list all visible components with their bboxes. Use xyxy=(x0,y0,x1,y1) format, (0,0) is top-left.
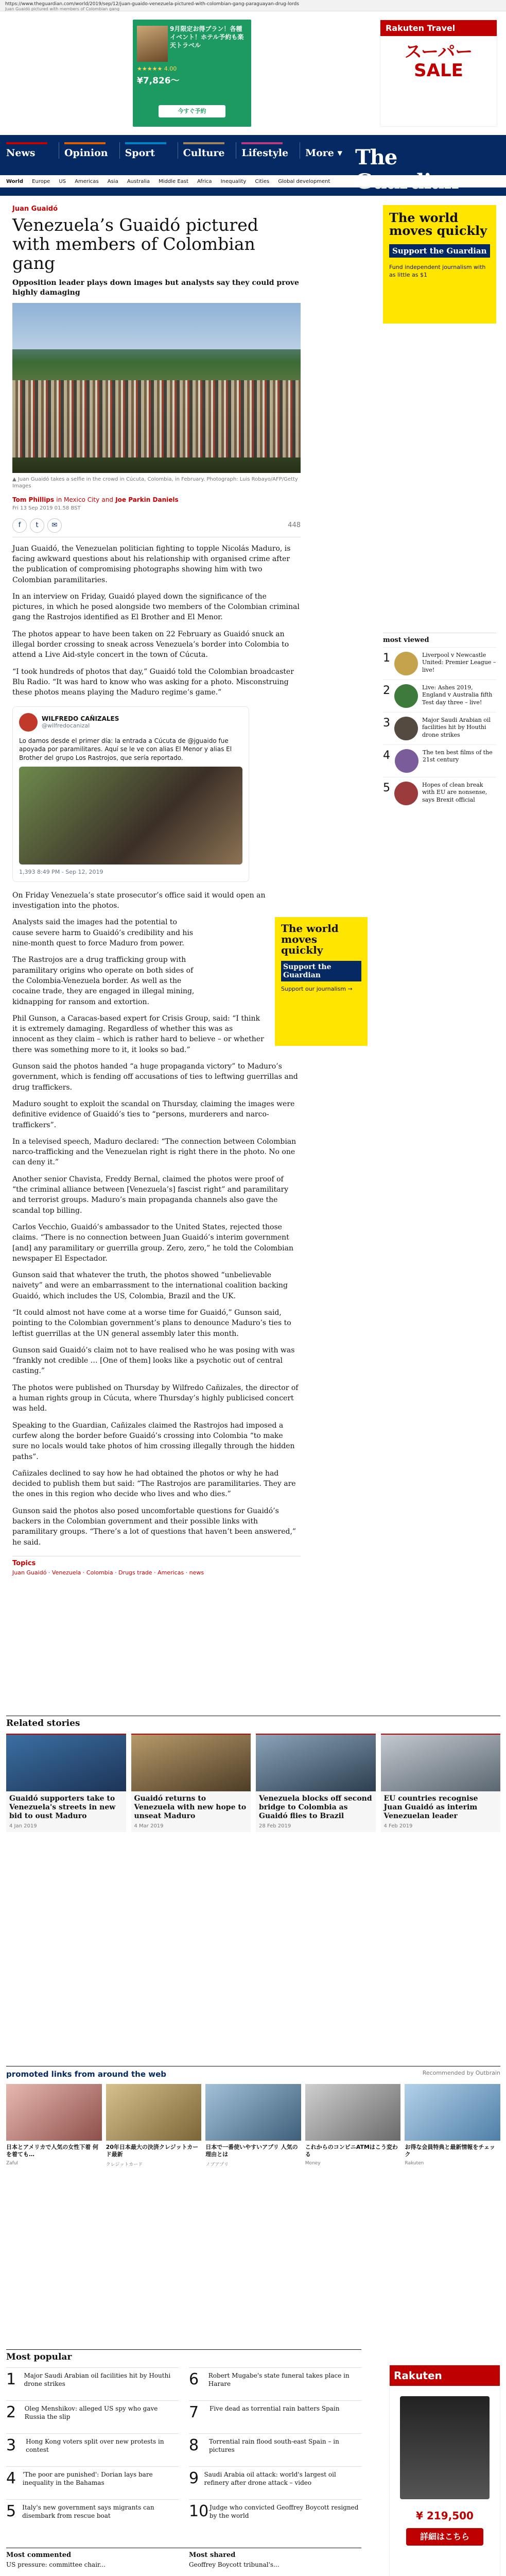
ad-stars: ★★★★★ 4.00 xyxy=(137,65,177,72)
ad-sale-text: スーパーSALE xyxy=(404,42,473,81)
url-address[interactable]: https://www.theguardian.com/world/2019/sep/12/juan-guaido-venezuela-pictured-with-colombian-gang-paraguayan-drug-lords xyxy=(5,2,299,7)
related-card[interactable]: Venezuela blocks off second bridge to Colombia as Guaidó flies to Brazil 28 Feb 2019 xyxy=(256,1734,376,1832)
related-title: Related stories xyxy=(6,1716,500,1728)
ad-product-image xyxy=(400,2396,490,2499)
most-commented[interactable]: Most commented US pressure: committee chair... xyxy=(6,2551,106,2568)
related-card[interactable]: EU countries recognise Juan Guaidó as interim Venezuelan leader 4 Feb 2019 xyxy=(381,1734,501,1832)
paragraph: Gunson said that whatever the truth, the photos showed “unbelievable naivety” and were an embarrassment to the international coalition backing Guaidó, which includes the US, Colombia, Brazil and the UK. xyxy=(12,1271,288,1300)
most-viewed-item[interactable]: 2 Live: Ashes 2019, England v Australia fifth Test day three – live! xyxy=(383,680,496,712)
paragraph: Juan Guaidó, the Venezuelan politician fighting to topple Nicolás Maduro, is facing awkward questions about his relationship with organised crime after the publication of compromising photographs showing him with two Colombian paramilitaries. xyxy=(12,544,291,584)
ad-price: ¥7,826〜 xyxy=(137,75,180,86)
tweet-handle: @wilfredocanizal xyxy=(42,722,90,729)
paragraph: “I took hundreds of photos that day,” Guaidó told the Colombian broadcaster Blu Radio. “It was hard to know who was asking for a photo. Misconstruing these photos means playing the Maduro regime’s game.” xyxy=(12,667,294,697)
promoted-title: promoted links from around the web xyxy=(6,2070,167,2079)
nav-sport[interactable]: Sport xyxy=(119,142,178,159)
subnav-americas[interactable]: Americas xyxy=(75,179,99,184)
promoted-links xyxy=(6,2066,500,2167)
paragraph: The Rastrojos are a drug trafficking group with paramilitary origins who operate on both sides of the Colombia-Venezuela border. As well as the cocaine trade, they are engaged in illegal mining, kidnapping for ransom and extortion. xyxy=(12,956,195,1006)
ad-brand: Rakuten Travel xyxy=(380,20,497,36)
ad-left-text: 9月限定お得プラン！各種イベント！ホテル予約も楽天トラベル xyxy=(170,25,244,49)
author-link-2[interactable]: Joe Parkin Daniels xyxy=(115,496,179,503)
ad-hotel-image xyxy=(137,26,168,62)
promoted-card[interactable]: これからのコンビニATMはこう変わる Money xyxy=(305,2084,401,2167)
hero-image xyxy=(12,303,301,473)
most-popular-item[interactable]: 10 Judge who convicted Geoffrey Boycott resigned by the world xyxy=(189,2499,361,2532)
article xyxy=(12,205,368,1576)
subnav-inequality[interactable]: Inequality xyxy=(220,179,247,184)
article-body xyxy=(12,544,368,1576)
most-popular-item[interactable]: 4 'The poor are punished': Dorian lays bare inequality in the Bahamas xyxy=(6,2466,179,2499)
paragraph: Maduro sought to exploit the scandal on Thursday, claiming the images were definitive evidence of Guaidó’s ties to “persons, murderers and narco-traffickers”. xyxy=(12,1099,295,1129)
paragraph: Carlos Vecchio, Guaidó’s ambassador to the United States, rejected those claims. “There is no connection between Juan Guaidó’s interim government [and] any paramilitary or guerrilla group. Zero, zero,” he told the Colombian newspaper El Espectador. xyxy=(12,1223,293,1263)
paragraph: “It could almost not have come at a worse time for Guaidó,” Gunson said, pointing to the Colombian government’s plans to denounce Maduro’s ties to leftist guerrillas at the UN general assembly later this month. xyxy=(12,1308,291,1338)
tweet-author: WILFREDO CAÑIZALES xyxy=(42,715,119,722)
related-card[interactable]: Guaidó supporters take to Venezuela's streets in new bid to oust Maduro 4 Jan 2019 xyxy=(6,1734,126,1832)
support-promo[interactable]: The world moves quickly Support the Guardian Fund independent journalism with as little as $1 xyxy=(383,205,496,324)
most-popular-item[interactable]: 2 Oleg Menshikov: alleged US spy who gave Russia the slip xyxy=(6,2400,179,2433)
subnav-world[interactable]: World xyxy=(6,179,24,184)
rakuten-side-ad[interactable]: Rakuten ¥ 219,500 詳細はこちら xyxy=(389,2365,500,2576)
ad-rakuten-sale[interactable] xyxy=(380,20,497,127)
avatar xyxy=(19,713,38,732)
promoted-card[interactable]: 日本とアメリカで人気の女性下着 何を着ても… Zaful xyxy=(6,2084,102,2167)
promoted-card[interactable]: 20年日本最大の決済クレジットカード最新 クレジットカード xyxy=(106,2084,202,2167)
paragraph: Phil Gunson, a Caracas-based expert for Crisis Group, said: “I think it is extremely damaging. Regardless of whether this was as innocent as they claim – which is rather hard to believe – or whether there was something more to it, it looks so bad.” xyxy=(12,1014,264,1054)
author-link-1[interactable]: Tom Phillips xyxy=(12,496,55,503)
article-dateline: Fri 13 Sep 2019 01.58 BST xyxy=(12,505,81,511)
article-kicker[interactable]: Juan Guaidó xyxy=(12,205,58,213)
ad-rakuten-hotel[interactable] xyxy=(133,20,251,127)
most-popular-item[interactable]: 6 Robert Mugabe's state funeral takes place in Harare xyxy=(189,2367,361,2400)
paragraph: On Friday Venezuela’s state prosecutor’s office said it would open an investigation into the photos. xyxy=(12,891,266,910)
most-viewed-title: most viewed xyxy=(383,633,496,644)
main-navigation xyxy=(0,135,506,196)
tweet-footer: 1,393 8:49 PM - Sep 12, 2019 xyxy=(19,868,103,875)
tweet-media[interactable] xyxy=(19,767,242,865)
tweet-text: Lo damos desde el primer día: la entrada a Cúcuta de @jguaido fue apoyada por paramilitares. Aquí se le ve con alias El Menor y alias El Brother del grupo Los Rastrojos, que sería reportado. xyxy=(19,737,232,762)
ad-cta-button[interactable]: 今すぐ予約 xyxy=(159,105,225,117)
paragraph: Speaking to the Guardian, Cañizales claimed the Rastrojos had imposed a curfew along the border before Guaidó’s crossing into Colombia “to make sure no locals would take photos of him crossing illegally through the hidden paths”. xyxy=(12,1421,295,1461)
most-popular-item[interactable]: 9 Saudi Arabia oil attack: world's largest oil refinery after drone attack – video xyxy=(189,2466,361,2499)
byline: Tom Phillips in Mexico City and Joe Parkin Daniels xyxy=(12,496,179,503)
topics-list[interactable]: Juan Guaidó · Venezuela · Colombia · Drugs trade · Americas · news xyxy=(12,1569,204,1576)
related-card[interactable]: Guaidó returns to Venezuela with new hope to unseat Maduro 4 Mar 2019 xyxy=(131,1734,251,1832)
ad-details-button[interactable]: 詳細はこちら xyxy=(406,2528,483,2546)
embedded-tweet[interactable] xyxy=(12,706,249,882)
subnav-us[interactable]: US xyxy=(59,179,66,184)
url-bar[interactable] xyxy=(0,0,506,11)
related-stories xyxy=(6,1716,500,1832)
most-popular-item[interactable]: 3 Hong Kong voters split over new protests in contest xyxy=(6,2433,179,2466)
promoted-card[interactable]: 日本で一番使いやすいアプリ 人気の理由とは ノブアプリ xyxy=(205,2084,301,2167)
right-sidebar xyxy=(383,205,496,809)
share-bar xyxy=(12,518,301,537)
most-popular xyxy=(6,2349,500,2568)
most-popular-item[interactable]: 1 Major Saudi Arabian oil facilities hit by Houthi drone strikes xyxy=(6,2367,179,2400)
paragraph: In a televised speech, Maduro declared: “The connection between Colombian narco-trafficking and the Venezuelan right is right there in the photo. No one can deny it.” xyxy=(12,1137,296,1167)
hero-caption: ▲ Juan Guaidó takes a selfie in the crowd in Cúcuta, Colombia, in February. Photograph: Luis Robayo/AFP/Getty Images xyxy=(12,476,298,489)
most-popular-item[interactable]: 8 Torrential rain flood south-east Spain – in pictures xyxy=(189,2433,361,2466)
outbrain-label[interactable]: Recommended by Outbrain xyxy=(422,2070,500,2076)
nav-lifestyle[interactable]: Lifestyle xyxy=(236,142,300,159)
subnav-cities[interactable]: Cities xyxy=(255,179,270,184)
paragraph: Gunson said the photos also posed uncomfortable questions for Guaidó’s backers in the Colombian government and their possible links with paramilitary groups. “There’s a lot of questions that haven’t been answered,” he said. xyxy=(12,1506,296,1547)
promoted-card[interactable]: お得な会員特典と最新情報をチェック Rakuten xyxy=(405,2084,500,2167)
most-shared[interactable]: Most shared Geoffrey Boycott tribunal's... xyxy=(189,2551,280,2568)
share-count: 448 xyxy=(288,521,301,530)
subnav-global-development[interactable]: Global development xyxy=(278,179,330,184)
nav-culture[interactable]: Culture xyxy=(178,142,236,159)
nav-more[interactable]: More ▾ xyxy=(300,142,358,159)
paragraph: The photos appear to have been taken on 22 February as Guaidó snuck an illegal border crossing to sneak across Venezuela’s border into Colombia to attend a Live Aid-style concert in the town of Cúcuta. xyxy=(12,630,289,659)
camera-icon: ▲ xyxy=(12,476,18,482)
paragraph: In an interview on Friday, Guaidó played down the significance of the pictures, in which he posed alongside two members of the Colombian criminal gang the Rastrojos identified as El Brother and El Menor. xyxy=(12,592,300,622)
most-viewed-item[interactable]: 1 Liverpool v Newcastle United: Premier League – live! xyxy=(383,647,496,680)
facebook-share-icon[interactable]: f xyxy=(12,518,27,533)
article-standfirst: Opposition leader plays down images but analysts say they could prove highly damaging xyxy=(12,278,299,297)
guardian-logo[interactable]: The xyxy=(355,145,397,170)
subnav-australia[interactable]: Australia xyxy=(127,179,150,184)
paragraph: Cañizales declined to say how he had obtained the photos or why he had decided to publish them but said: “The Rastrojos are paramilitaries. They are the ones in this region who decide who lives and who dies.” xyxy=(12,1469,296,1499)
sub-navigation xyxy=(0,175,506,188)
nav-pillars xyxy=(6,142,358,159)
most-viewed-item[interactable]: 4 The ten best films of the 21st century xyxy=(383,744,496,777)
inline-support-promo[interactable]: The world moves quickly Support the Guardian Support our journalism → xyxy=(275,917,368,1046)
subnav-europe[interactable]: Europe xyxy=(32,179,50,184)
chevron-down-icon: ▾ xyxy=(334,147,343,159)
subnav-africa[interactable]: Africa xyxy=(197,179,212,184)
most-viewed-item[interactable]: 5 Hopes of clean break with EU are nonsense, says Brexit official xyxy=(383,777,496,809)
article-headline: Venezuela’s Guaidó pictured with members of Colombian gang xyxy=(12,215,258,273)
topics-label: Topics xyxy=(12,1559,36,1567)
nav-news[interactable]: News xyxy=(6,142,59,159)
most-popular-title: Most popular xyxy=(6,2349,361,2362)
top-ad-strip xyxy=(0,11,506,135)
paragraph: Analysts said the images had the potential to cause severe harm to Guaidó’s credibility and his nine-month quest to force Maduro from power. xyxy=(12,918,194,948)
paragraph: Gunson said Guaidó’s claim not to have realised who he was posing with was “frankly not credible … [One of them] looks like a psychotic out of central casting.” xyxy=(12,1346,295,1376)
most-viewed-item[interactable]: 3 Major Saudi Arabian oil facilities hit by Houthi drone strikes xyxy=(383,712,496,744)
most-popular-item[interactable]: 7 Five dead as torrential rain batters Spain xyxy=(189,2400,361,2433)
subnav-middle-east[interactable]: Middle East xyxy=(159,179,188,184)
email-share-icon[interactable]: ✉ xyxy=(47,518,62,533)
paragraph: Another senior Chavista, Freddy Bernal, claimed the photos were proof of “the criminal alliance between [Venezuela’s] fascist right” and paramilitary and terrorist groups. Maduro’s main propaganda channels also gave the scandal top billing. xyxy=(12,1175,289,1215)
subnav-asia[interactable]: Asia xyxy=(107,179,118,184)
url-subtitle: Juan Guaidó pictured with members of Colombian gang xyxy=(5,7,120,11)
most-popular-item[interactable]: 5 Italy's new government says migrants can disembark from rescue boat xyxy=(6,2499,179,2532)
paragraph: Gunson said the photos handed “a huge propaganda victory” to Maduro’s government, which is fending off accusations of ties to leftwing guerrillas and drug traffickers. xyxy=(12,1062,298,1092)
twitter-share-icon[interactable]: t xyxy=(30,518,44,533)
nav-opinion[interactable]: Opinion xyxy=(59,142,119,159)
paragraph: The photos were published on Thursday by Wilfredo Cañizales, the director of a human rights group in Cúcuta, where Thursday’s highly publicised concert was held. xyxy=(12,1383,299,1413)
